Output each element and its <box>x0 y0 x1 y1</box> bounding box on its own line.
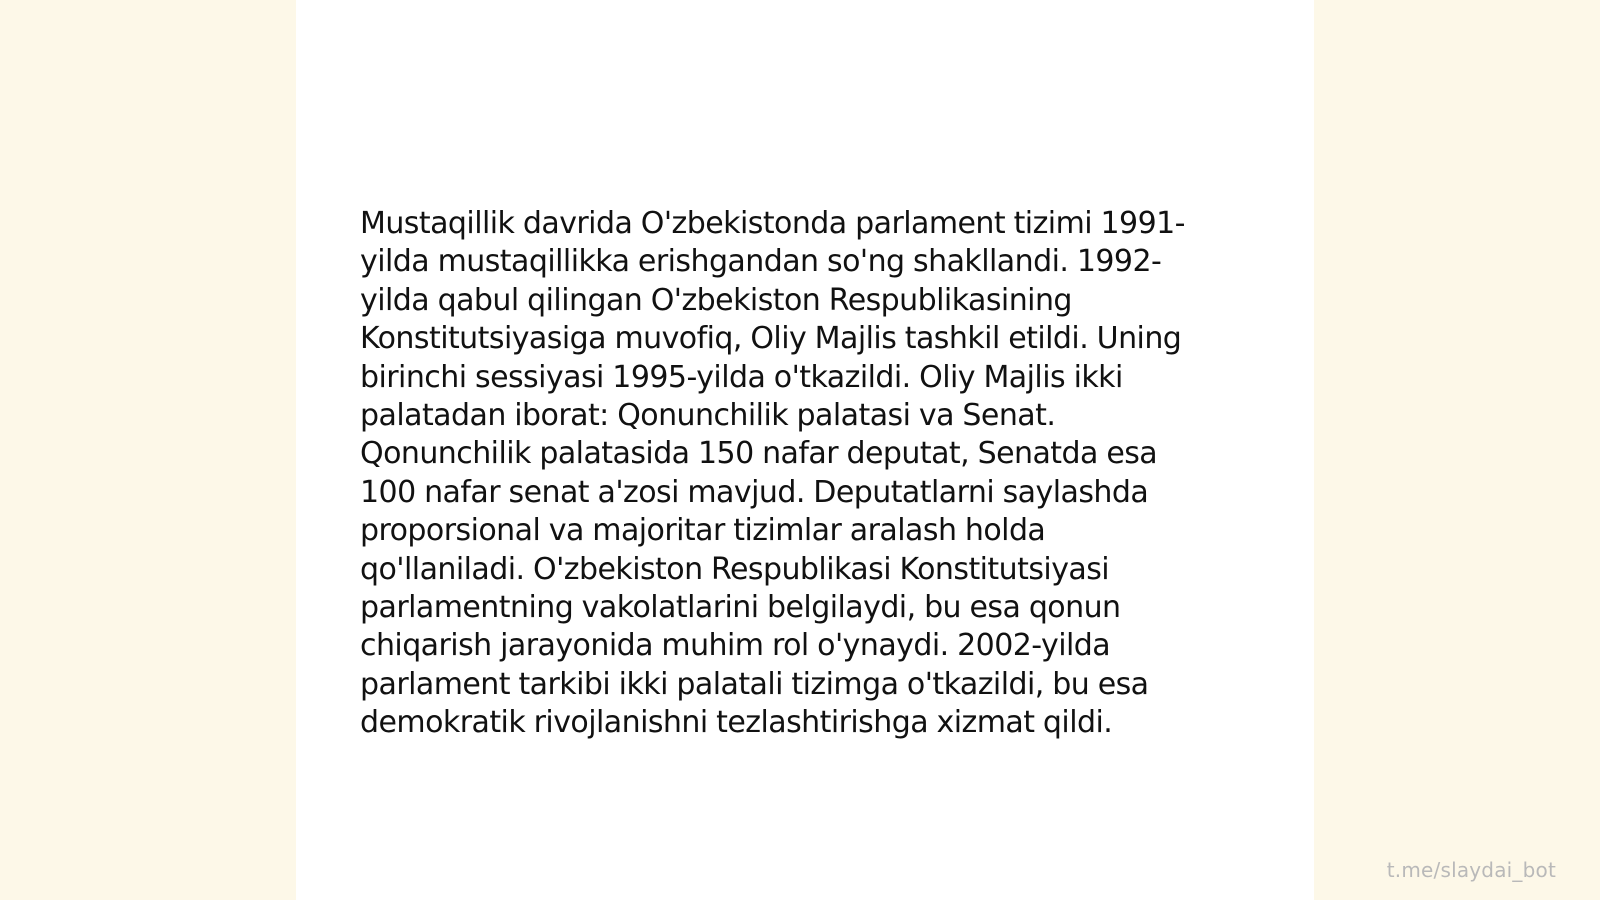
watermark: t.me/slaydai_bot <box>1386 858 1556 882</box>
text-line: parlamentning vakolatlarini belgilaydi, bu esa qonun <box>360 590 1121 626</box>
text-line: birinchi sessiyasi 1995-yilda o'tkazildi. Oliy Majlis ikki <box>360 359 1123 395</box>
text-line: demokratik rivojlanishni tezlashtirishga xizmat qildi. <box>360 705 1113 741</box>
text-line: proporsional va majoritar tizimlar aralash holda <box>360 513 1046 549</box>
text-line: yilda qabul qilingan O'zbekiston Respublikasining <box>360 282 1072 318</box>
text-line: Qonunchilik palatasida 150 nafar deputat, Senatda esa <box>360 436 1158 472</box>
body-text <box>360 205 1220 743</box>
text-line: qo'llaniladi. O'zbekiston Respublikasi Konstitutsiyasi <box>360 551 1110 587</box>
slide <box>296 0 1314 900</box>
text-line: Konstitutsiyasiga muvofiq, Oliy Majlis tashkil etildi. Uning <box>360 321 1182 357</box>
text-line: Mustaqillik davrida O'zbekistonda parlament tizimi 1991- <box>360 206 1185 241</box>
text-line: 100 nafar senat a'zosi mavjud. Deputatlarni saylashda <box>360 474 1149 510</box>
text-line: chiqarish jarayonida muhim rol o'ynaydi. 2002-yilda <box>360 628 1111 664</box>
text-line: yilda mustaqillikka erishgandan so'ng shakllandi. 1992- <box>360 244 1162 280</box>
text-line: palatadan iborat: Qonunchilik palatasi va Senat. <box>360 398 1056 434</box>
text-line: parlament tarkibi ikki palatali tizimga o'tkazildi, bu esa <box>360 666 1149 702</box>
